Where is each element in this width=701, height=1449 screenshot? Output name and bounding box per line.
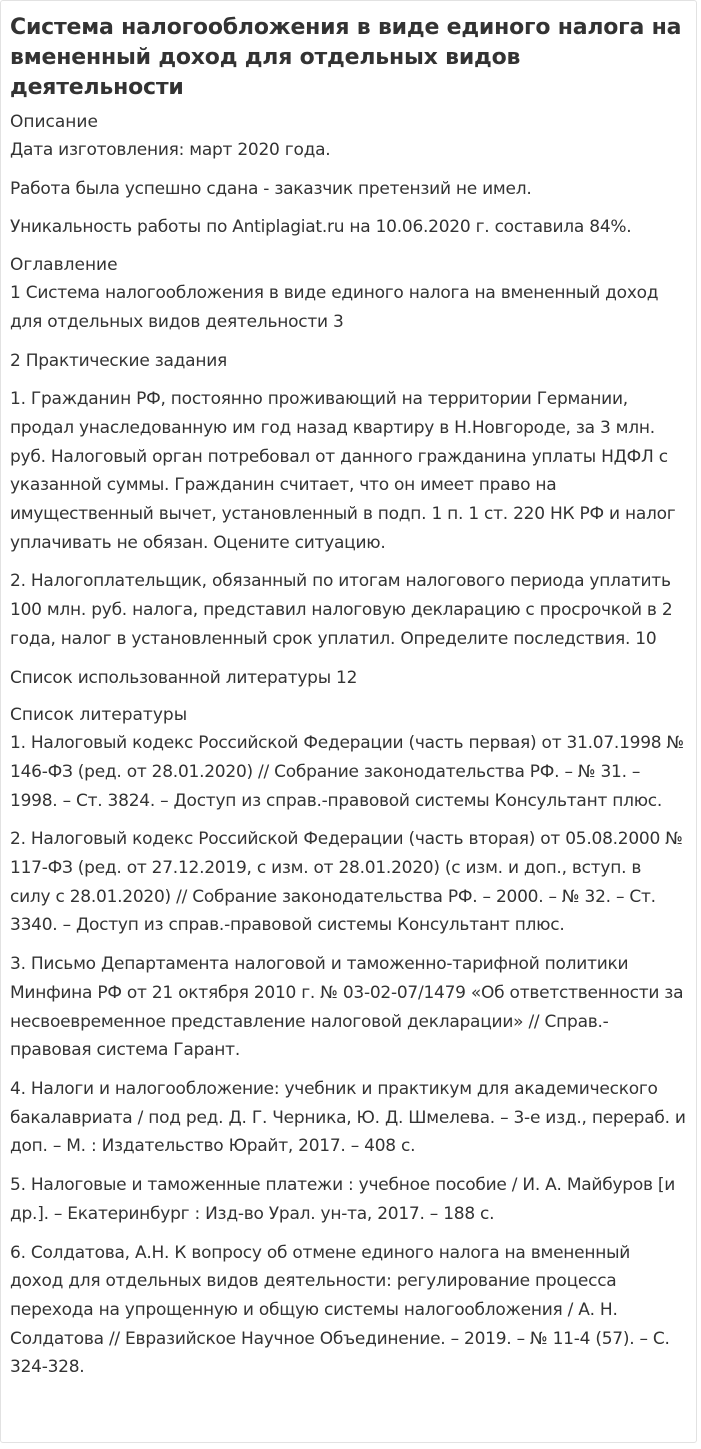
reference-item: 5. Налоговые и таможенные платежи : учебное пособие / И. А. Майбуров [и др.]. – Екатеринбург : Изд-во Урал. ун-та, 2017. – 188 с. <box>10 1175 676 1224</box>
reference-item: 3. Письмо Департамента налоговой и таможенно-тарифной политики Минфина РФ от 21 октября 2010 г. № 03-02-07/1479 «Об ответственности за несвоевременное представление налоговой декларации» // Справ.-правовая система Гарант. <box>10 954 684 1061</box>
description-section <box>10 109 686 242</box>
toc-item: 2 Практические задания <box>10 350 227 371</box>
page-title: Система налогообложения в виде единого налога на вмененный доход для отдельных видов деятельности <box>10 15 682 100</box>
toc-item: 1. Гражданин РФ, постоянно проживающий на территории Германии, продал унаследованную им год назад квартиру в Н.Новгороде, за 3 млн. руб. Налоговый орган потребовал от данного гражданина уплаты НДФЛ с указанной суммы. Гражданин считает, что он имеет право на имущественный вычет, установленный в подп. 1 п. 1 ст. 220 НК РФ и налог уплачивать не обязан. Оцените ситуацию. <box>10 389 676 553</box>
references-heading: Список литературы <box>10 705 188 726</box>
document-content <box>1 1 696 1382</box>
reference-item: 1. Налоговый кодекс Российской Федерации (часть первая) от 31.07.1998 № 146-ФЗ (ред. от 28.01.2020) // Собрание законодательства РФ. – № 31. – 1998. – Ст. 3824. – Доступ из справ.-правовой системы Консультант плюс. <box>10 733 684 811</box>
toc-heading: Оглавление <box>10 255 118 276</box>
description-paragraph: Уникальность работы по Antiplagiat.ru на 10.06.2020 г. составила 84%. <box>10 217 632 238</box>
description-paragraph: Работа была успешно сдана - заказчик претензий не имел. <box>10 178 532 199</box>
toc-item: 1 Система налогообложения в виде единого налога на вмененный доход для отдельных видов деятельности 3 <box>10 283 659 332</box>
references-section <box>10 702 686 1382</box>
toc-item: Список использованной литературы 12 <box>10 667 358 688</box>
reference-item: 2. Налоговый кодекс Российской Федерации (часть вторая) от 05.08.2000 № 117-ФЗ (ред. от 27.12.2019, с изм. от 28.01.2020) (с изм. и доп., вступ. в силу с 28.01.2020) // Собрание законодательства РФ. – 2000. – № 32. – Ст. 3340. – Доступ из справ.-правовой системы Консультант плюс. <box>10 829 683 936</box>
toc-section <box>10 252 686 692</box>
description-heading: Описание <box>10 112 98 132</box>
reference-item: 6. Солдатова, А.Н. К вопросу об отмене единого налога на вмененный доход для отдельных видов деятельности: регулирование процесса перехода на упрощенную и общую системы налогообложения / А. Н. Солдатова // Евразийское Научное Объединение. – 2019. – № 11-4 (57). – С. 324-328. <box>10 1242 670 1378</box>
description-paragraph: Дата изготовления: март 2020 года. <box>10 140 331 160</box>
toc-item: 2. Налогоплательщик, обязанный по итогам налогового периода уплатить 100 млн. руб. налога, представил налоговую декларацию с просрочкой в 2 года, налог в установленный срок уплатил. Определите последствия. 10 <box>10 571 673 649</box>
reference-item: 4. Налоги и налогообложение: учебник и практикум для академического бакалавриата / под ред. Д. Г. Черника, Ю. Д. Шмелева. – 3-е изд., перераб. и доп. – М. : Издательство Юрайт, 2017. – 408 с. <box>10 1078 686 1157</box>
